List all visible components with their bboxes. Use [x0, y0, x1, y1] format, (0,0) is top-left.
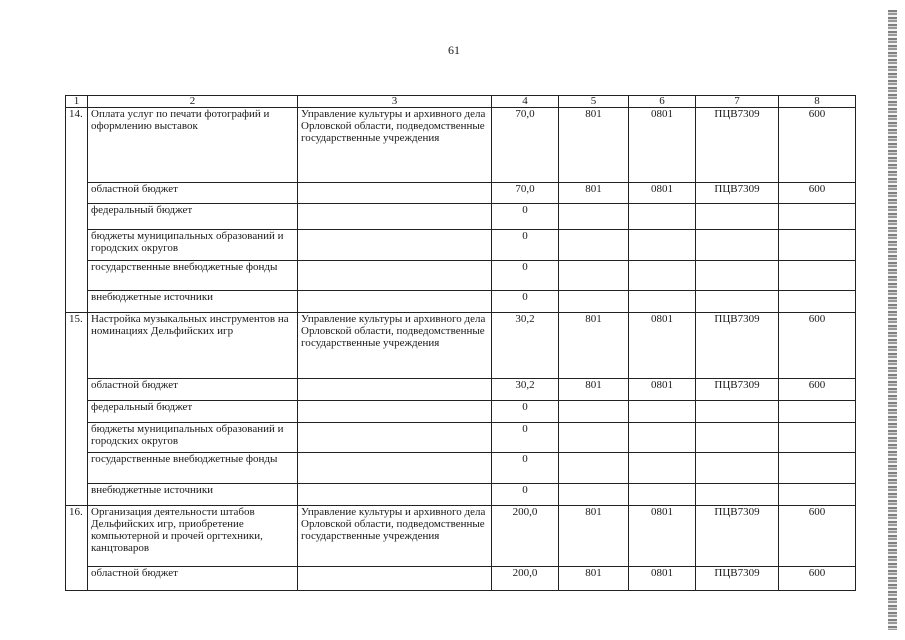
item-title: Оплата услуг по печати фотографий и оформлению выставок — [88, 108, 298, 183]
subrow-label: внебюджетные источники — [88, 291, 298, 313]
budget-table — [65, 95, 856, 591]
empty-cell — [779, 204, 856, 230]
page-number: 61 — [448, 43, 460, 57]
amount-cell: 0 — [492, 401, 559, 423]
subrow-label: федеральный бюджет — [88, 204, 298, 230]
empty-cell — [298, 401, 492, 423]
code-cell: 600 — [779, 379, 856, 401]
empty-cell — [629, 401, 696, 423]
header-cell: 5 — [559, 96, 629, 108]
item-row — [66, 108, 856, 183]
empty-cell — [779, 230, 856, 261]
empty-cell — [559, 204, 629, 230]
header-cell: 1 — [66, 96, 88, 108]
amount-cell: 0 — [492, 484, 559, 506]
code-cell: ПЦВ7309 — [696, 506, 779, 567]
subrow — [66, 379, 856, 401]
amount-cell: 0 — [492, 453, 559, 484]
empty-cell — [629, 484, 696, 506]
header-row — [66, 96, 856, 108]
empty-cell — [779, 453, 856, 484]
empty-cell — [779, 291, 856, 313]
code-cell: ПЦВ7309 — [696, 313, 779, 379]
amount-cell: 200,0 — [492, 567, 559, 591]
header-cell: 3 — [298, 96, 492, 108]
amount-cell: 30,2 — [492, 379, 559, 401]
code-cell: ПЦВ7309 — [696, 379, 779, 401]
amount-cell: 0 — [492, 204, 559, 230]
scan-edge-artifact — [888, 10, 897, 630]
code-cell: 0801 — [629, 567, 696, 591]
code-cell: 801 — [559, 108, 629, 183]
amount-cell: 0 — [492, 261, 559, 291]
subrow-label: федеральный бюджет — [88, 401, 298, 423]
item-title: Организация деятельности штабов Дельфийских игр, приобретение компьютерной и прочей оргтехники, канцтоваров — [88, 506, 298, 567]
subrow — [66, 183, 856, 204]
subrow — [66, 401, 856, 423]
empty-cell — [298, 183, 492, 204]
empty-cell — [779, 401, 856, 423]
empty-cell — [696, 261, 779, 291]
header-cell: 6 — [629, 96, 696, 108]
header-cell: 8 — [779, 96, 856, 108]
code-cell: ПЦВ7309 — [696, 108, 779, 183]
empty-cell — [559, 484, 629, 506]
item-number: 15. — [66, 313, 88, 506]
empty-cell — [696, 423, 779, 453]
code-cell: 801 — [559, 506, 629, 567]
empty-cell — [696, 230, 779, 261]
header-cell: 2 — [88, 96, 298, 108]
amount-cell: 70,0 — [492, 183, 559, 204]
empty-cell — [559, 453, 629, 484]
empty-cell — [559, 291, 629, 313]
item-executor: Управление культуры и архивного дела Орловской области, подведомственные государственные учреждения — [298, 313, 492, 379]
item-executor: Управление культуры и архивного дела Орловской области, подведомственные государственные учреждения — [298, 108, 492, 183]
code-cell: 600 — [779, 567, 856, 591]
empty-cell — [696, 291, 779, 313]
amount-cell: 0 — [492, 423, 559, 453]
empty-cell — [629, 423, 696, 453]
empty-cell — [298, 261, 492, 291]
subrow-label: бюджеты муниципальных образований и городских округов — [88, 423, 298, 453]
empty-cell — [629, 453, 696, 484]
empty-cell — [559, 401, 629, 423]
header-cell: 4 — [492, 96, 559, 108]
empty-cell — [696, 484, 779, 506]
empty-cell — [629, 230, 696, 261]
code-cell: 801 — [559, 183, 629, 204]
item-title: Настройка музыкальных инструментов на номинациях Дельфийских игр — [88, 313, 298, 379]
empty-cell — [298, 484, 492, 506]
amount-cell: 0 — [492, 230, 559, 261]
empty-cell — [696, 453, 779, 484]
empty-cell — [779, 261, 856, 291]
subrow-label: областной бюджет — [88, 379, 298, 401]
amount-cell: 30,2 — [492, 313, 559, 379]
empty-cell — [559, 230, 629, 261]
code-cell: 600 — [779, 108, 856, 183]
code-cell: 600 — [779, 183, 856, 204]
empty-cell — [298, 230, 492, 261]
empty-cell — [298, 291, 492, 313]
item-executor: Управление культуры и архивного дела Орловской области, подведомственные государственные учреждения — [298, 506, 492, 567]
amount-cell: 0 — [492, 291, 559, 313]
item-number: 16. — [66, 506, 88, 591]
subrow — [66, 204, 856, 230]
code-cell: 0801 — [629, 379, 696, 401]
empty-cell — [559, 423, 629, 453]
code-cell: 801 — [559, 379, 629, 401]
empty-cell — [696, 204, 779, 230]
item-number: 14. — [66, 108, 88, 313]
code-cell: 600 — [779, 506, 856, 567]
empty-cell — [696, 401, 779, 423]
code-cell: 0801 — [629, 506, 696, 567]
item-row — [66, 506, 856, 567]
subrow — [66, 567, 856, 591]
code-cell: 600 — [779, 313, 856, 379]
empty-cell — [298, 567, 492, 591]
subrow — [66, 423, 856, 453]
empty-cell — [779, 484, 856, 506]
code-cell: 801 — [559, 567, 629, 591]
item-row — [66, 313, 856, 379]
empty-cell — [629, 204, 696, 230]
subrow — [66, 261, 856, 291]
empty-cell — [779, 423, 856, 453]
empty-cell — [298, 379, 492, 401]
empty-cell — [298, 204, 492, 230]
subrow — [66, 291, 856, 313]
empty-cell — [298, 453, 492, 484]
subrow — [66, 484, 856, 506]
code-cell: ПЦВ7309 — [696, 183, 779, 204]
empty-cell — [629, 261, 696, 291]
code-cell: 0801 — [629, 313, 696, 379]
subrow — [66, 230, 856, 261]
subrow-label: государственные внебюджетные фонды — [88, 261, 298, 291]
code-cell: 0801 — [629, 183, 696, 204]
header-cell: 7 — [696, 96, 779, 108]
subrow-label: бюджеты муниципальных образований и городских округов — [88, 230, 298, 261]
amount-cell: 70,0 — [492, 108, 559, 183]
empty-cell — [559, 261, 629, 291]
subrow-label: областной бюджет — [88, 567, 298, 591]
code-cell: ПЦВ7309 — [696, 567, 779, 591]
subrow — [66, 453, 856, 484]
amount-cell: 200,0 — [492, 506, 559, 567]
subrow-label: внебюджетные источники — [88, 484, 298, 506]
code-cell: 801 — [559, 313, 629, 379]
empty-cell — [629, 291, 696, 313]
code-cell: 0801 — [629, 108, 696, 183]
subrow-label: государственные внебюджетные фонды — [88, 453, 298, 484]
subrow-label: областной бюджет — [88, 183, 298, 204]
empty-cell — [298, 423, 492, 453]
